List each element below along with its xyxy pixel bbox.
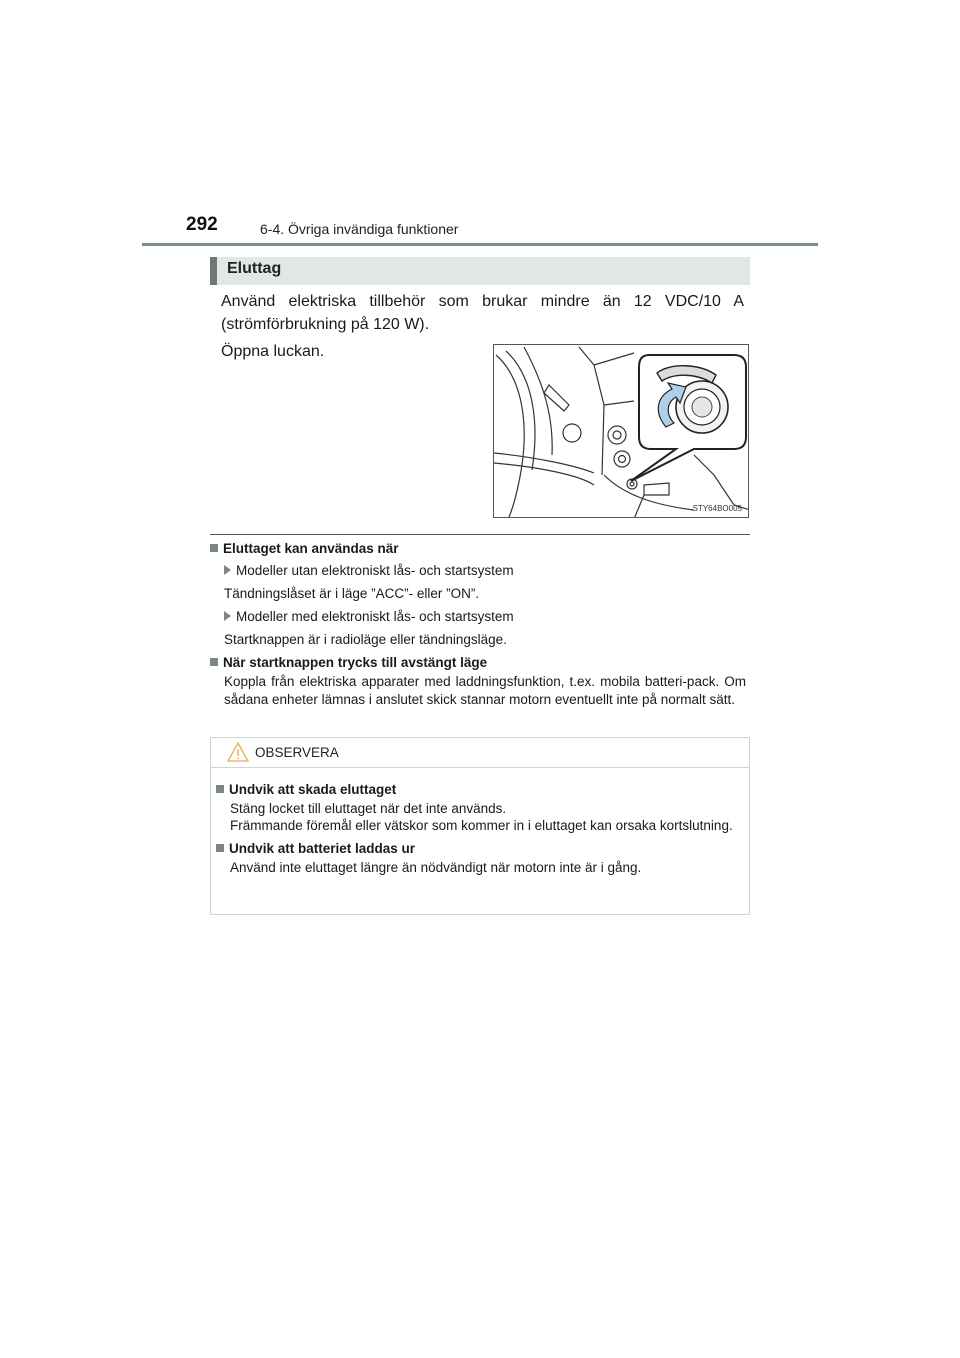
figure-code: STY64BO005 xyxy=(692,504,742,513)
notice-subheading-1: Undvik att skada eluttaget xyxy=(216,781,742,798)
header-rule xyxy=(142,243,818,246)
model-bullet-1: Modeller utan elektroniskt lås- och startsystem xyxy=(210,562,746,580)
warning-triangle-icon xyxy=(227,742,249,762)
notice-box xyxy=(210,737,750,915)
notice-text-2a: Använd inte eluttaget längre än nödvändigt när motorn inte är i gång. xyxy=(230,860,642,875)
intro-text: Använd elektriska tillbehör som brukar mindre än 12 VDC/10 A (strömförbrukning på 120 W). xyxy=(221,293,744,333)
shutdown-text: Koppla från elektriska apparater med laddningsfunktion, t.ex. mobila batteri-pack. Om sådana enheter lämnas i anslutet skick stannar motorn eventuellt inte på normalt sätt. xyxy=(224,674,746,707)
square-bullet-icon xyxy=(216,844,224,852)
square-bullet-icon xyxy=(210,658,218,666)
heading-title: Eluttag xyxy=(227,260,282,277)
section-divider xyxy=(210,534,750,535)
notice-subheading-2: Undvik att batteriet laddas ur xyxy=(216,840,742,857)
notice-text-1b: Främmande föremål eller vätskor som kommer in i eluttaget kan orsaka kortslutning. xyxy=(230,818,733,833)
condition-text-1: Tändningslåset är i läge ”ACC”- eller ”ON”. xyxy=(224,586,480,601)
triangle-bullet-icon xyxy=(224,611,231,621)
info-section xyxy=(210,540,746,709)
notice-header xyxy=(211,738,749,768)
square-bullet-icon xyxy=(216,785,224,793)
power-outlet-figure xyxy=(493,344,749,518)
power-outlet-illustration xyxy=(494,345,749,518)
section-title: 6-4. Övriga invändiga funktioner xyxy=(260,221,459,237)
notice-body xyxy=(216,781,742,876)
info-subheading-1: Eluttaget kan användas när xyxy=(210,540,746,558)
open-instruction: Öppna luckan. xyxy=(221,343,325,360)
model-bullet-2: Modeller med elektroniskt lås- och startsystem xyxy=(210,608,746,626)
triangle-bullet-icon xyxy=(224,565,231,575)
notice-text-1a: Stäng locket till eluttaget när det inte används. xyxy=(230,801,507,816)
square-bullet-icon xyxy=(210,544,218,552)
page-number: 292 xyxy=(186,214,218,235)
condition-text-2: Startknappen är i radioläge eller tändningsläge. xyxy=(224,632,507,647)
heading-bar xyxy=(210,257,750,285)
notice-label: OBSERVERA xyxy=(255,745,339,760)
info-subheading-2: När startknappen trycks till avstängt läge xyxy=(210,654,746,672)
